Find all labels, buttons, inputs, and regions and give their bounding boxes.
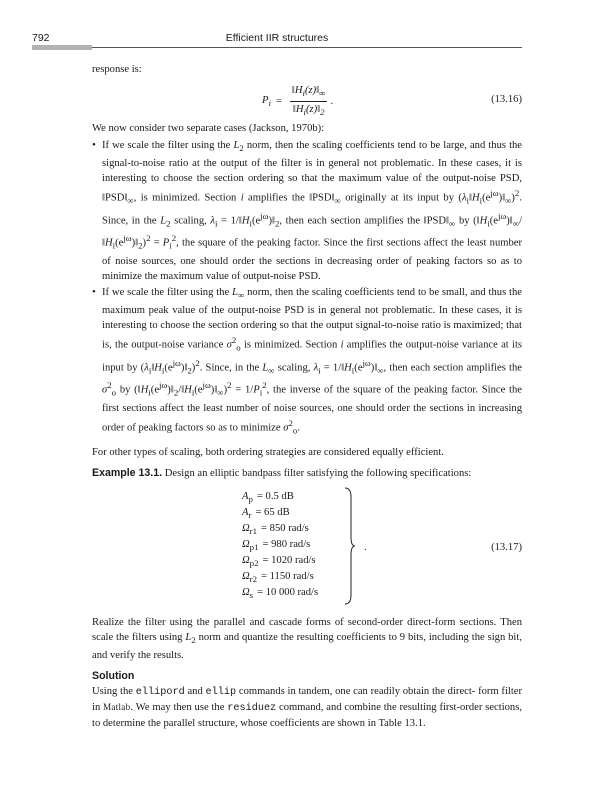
equation-13-17 xyxy=(92,487,522,609)
code-residuez: residuez xyxy=(227,702,277,714)
spec-item: $\Omega_{r1} = 850$ rad/s xyxy=(242,522,309,536)
spec-item: $A_r = 65$ dB xyxy=(242,506,290,520)
intro-text: response is: xyxy=(92,64,142,75)
eq-numerator: $‖H_i(z)‖_\infty$ xyxy=(290,84,328,102)
right-brace xyxy=(344,487,356,605)
matlab-name: Matlab xyxy=(103,701,131,712)
equation-number-13-17: (13.17) xyxy=(491,541,522,553)
spec-period: . xyxy=(364,541,367,553)
bullet-icon: • xyxy=(92,286,96,299)
equation-13-16-main xyxy=(262,84,333,119)
spec-item: $\Omega_{r2} = 1150$ rad/s xyxy=(242,570,314,584)
bullet-icon: • xyxy=(92,139,96,151)
spec-list xyxy=(242,489,318,601)
spec-item: $\Omega_{p2} = 1020$ rad/s xyxy=(242,554,316,568)
example-label: Example 13.1. xyxy=(92,466,163,479)
example-text: Design an elliptic bandpass filter satisfying the following specifications: xyxy=(164,467,472,479)
page-number: 792 xyxy=(32,32,50,44)
example-statement xyxy=(92,466,522,481)
eq-period: . xyxy=(330,96,334,108)
header-rule xyxy=(92,47,522,48)
code-ellipord: ellipord xyxy=(135,686,185,698)
page-body xyxy=(92,62,522,731)
cases-list xyxy=(92,138,522,439)
equation-13-16 xyxy=(92,81,522,119)
spec-item: $A_p = 0.5$ dB xyxy=(242,490,294,504)
equation-number-13-16: (13.16) xyxy=(491,94,522,105)
cases-intro: We now consider two separate cases (Jackson, 1970b): xyxy=(92,123,325,134)
code-ellip: ellip xyxy=(205,686,237,698)
header-thumb-bar xyxy=(32,45,92,50)
eq-lhs: $P_i$ xyxy=(262,94,271,108)
eq-fraction xyxy=(290,84,328,119)
page-header xyxy=(32,32,522,48)
running-title: Efficient IIR structures xyxy=(225,32,329,44)
realize-instruction: Realize the filter using the parallel and cascade forms of second-order direct-form sections. Then scale the filters using $L_2$ norm and quantize the resulting coefficients to 9 bits, including the sign bit, and verify the results. xyxy=(92,616,522,661)
solution-heading: Solution xyxy=(92,669,135,682)
solution-text: Using the ellipord and ellip commands in tandem, one can readily obtain the direct- form filter in Matlab. We may then use the residuez command, and combine the resulting first-order sections, to determine the parallel structure, whose coefficients are shown in Table 13.1. xyxy=(92,685,523,729)
conclusion-text: For other types of scaling, both ordering strategies are considered equally efficient. xyxy=(92,446,444,458)
eq-denominator: $‖H_i(z)‖_2$ xyxy=(292,104,325,118)
case-linf-scaling: • If we scale the filter using the $L_\infty$ norm, then the scaling coefficients tend to be small, and thus the maximum peak value of the output-noise PSD is in general not problematic. In these cases, it is interesting to choose the section ordering so that the output signal-to-noise ratio is maximized; that is, the output-noise variance $\sigma^2_o$ is minimized. Section i amplifies the output-noise variance at its input by $(\lambda_i‖H_i(e^{j\omega})‖_2)^2$. Since, in the $L_\infty$ scaling, $\lambda_i$ = $1/‖H_i(e^{j\omega})‖_\infty$, then each section amplifies the $\sigma^2_o$ by $(‖H_i(e^{j\omega})‖_2/‖H_i(e^{j\omega})‖_\infty)^2 = 1/P_i^2$, the inverse of the square of the peaking factor. Since the first sections affect the least number of noise sources, one should order the sections in increasing order of peaking factors so as to minimize $\sigma^2_o$. xyxy=(92,286,523,436)
spec-item: $\Omega_{p1} = 980$ rad/s xyxy=(242,538,311,552)
case-l2-scaling: • If we scale the filter using the $L_2$ norm, then the scaling coefficients tend to be large, and thus the signal-to-noise ratio at the output of the filter is in general not problematic. In these cases, it is interesting to choose the section ordering so that the maximum value of the output-noise PSD, $‖PSD‖_\infty$, is minimized. Section i amplifies the $‖PSD‖_\infty$ originally at its input by $(\lambda_i‖H_i(e^{j\omega})‖_\infty)^2$. Since, in the $L_2$ scaling, $\lambda_i$ = $1/‖H_i(e^{j\omega})‖_2$, then each section amplifies the $‖PSD‖_\infty$ by $(‖H_i(e^{j\omega})‖_\infty/‖H_i(e^{j\omega})‖_2)^2 = P_i^2$, the square of the peaking factor. Since the first sections affect the least number of noise sources, one should order the sections in decreasing order of peaking factors so as to minimize the maximum value of output-noise PSD. xyxy=(92,139,523,283)
eq-equals: = xyxy=(275,96,282,108)
spec-item: $\Omega_s = 10$ 000 rad/s xyxy=(242,586,319,600)
